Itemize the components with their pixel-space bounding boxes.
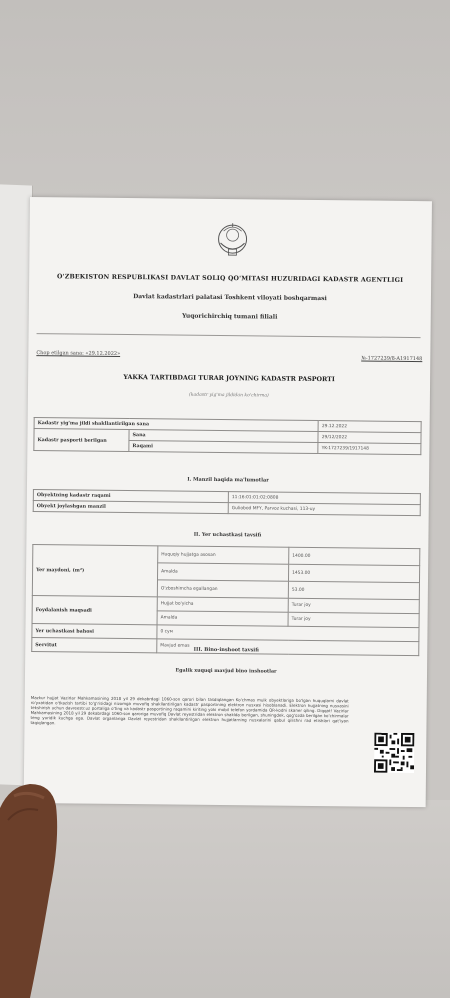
cell-label: Amalda bbox=[157, 611, 288, 626]
cell-label: Amalda bbox=[157, 563, 288, 581]
cell-value: 29/12/2022 bbox=[318, 432, 421, 444]
cell-label: Kadastr pasporti berilgan bbox=[34, 429, 129, 452]
cell-label: Foydalanish maqsadi bbox=[32, 596, 157, 625]
cadastre-passport-page bbox=[24, 197, 432, 807]
cell-label: Yer maydoni, (m²) bbox=[32, 545, 158, 597]
address-table bbox=[33, 489, 421, 516]
section-title-land: II. Yer uchastkasi tavsifi bbox=[193, 531, 262, 539]
cell-label: Raqami bbox=[129, 441, 318, 454]
cell-value: 11:16:01:01:02:0808 bbox=[228, 492, 420, 505]
section-title-building: III. Bino-inshoot tavsifi bbox=[193, 646, 259, 654]
cell-value: Turar joy bbox=[288, 598, 419, 613]
branch-heading: Yuqorichirchiq tumani filiali bbox=[182, 312, 278, 321]
agency-heading: O'ZBEKISTON RESPUBLIKASI DAVLAT SOLIQ QO'MITASI HUZURIDAGI KADASTR AGENTLIGI bbox=[57, 273, 404, 284]
cell-label: Servitut bbox=[32, 638, 157, 653]
footer-legal-text: Mazkur hujjat Vazirlar Mahkamasining 2018 yil 29 dekabrdagi 1060-son qarori bilan tasdiqlangan Ko'chmas mulk obyektlariga bo'lgan huquqlarni davlat ro'yxatidan o'tkazish tartibi to'g'risidagi nizomga muvofiq shakllantirilgan kadastr pasportining elektron nusxasi hisoblanadi. Elektron hujjatning nusxasini tekshirish uchun davreestr.uz portaliga o'ting va kadastr pasportining raqamini kiriting yoki mobil telefon yordamida QR-kodni skaner qiling. Diqqat! Vazirlar Mahkamasining 2018 yil 29 dekabrdagi 1060-son qaroriga muvofiq Davlat reyestridan elektron shaklda berilgan, shuningdek, qog'ozda berilgan ko'chirmalar teng yuridik kuchga ega. Davlat organlariga Davlat reyestridan shakllantirilgan elektron hujjatlarning nusxalarini qabul qilishni rad etishlari qat'iyan taqiqlangan. bbox=[30, 695, 349, 726]
cell-label: Kadastr yig'ma jildi shakllantirilgan sana bbox=[34, 418, 318, 432]
document-subtitle: (kadastr yig'ma jildidan ko'chirma) bbox=[189, 392, 269, 399]
table-row bbox=[33, 545, 420, 566]
cell-value: Turar joy bbox=[288, 612, 419, 627]
print-date: Chop etilgan sana: «29.12.2022» bbox=[36, 350, 121, 357]
cell-value: YK-1727239/1917148 bbox=[318, 443, 421, 455]
general-info-table bbox=[33, 417, 421, 455]
cell-label: O'zboshimcha egallangan bbox=[157, 580, 288, 598]
cell-value: 1453.00 bbox=[288, 564, 419, 582]
thumb-holding-page bbox=[0, 780, 70, 998]
cell-label: Obyektning kadastr raqami bbox=[33, 490, 228, 503]
cell-value: 53.00 bbox=[288, 581, 419, 599]
qr-code-icon[interactable] bbox=[374, 733, 414, 773]
header-divider bbox=[37, 333, 421, 338]
cell-label: Sana bbox=[129, 430, 318, 443]
cell-label: Obyekt joylashgan manzil bbox=[33, 501, 228, 514]
document-number: №-1727239/8-A1917148 bbox=[361, 355, 423, 363]
land-table bbox=[31, 544, 420, 656]
chamber-heading: Davlat kadastrlari palatasi Toshkent viloyati boshqarmasi bbox=[133, 293, 327, 303]
cell-value: 1400.00 bbox=[289, 547, 420, 565]
section-title-address: I. Manzil haqida ma'lumotlar bbox=[187, 476, 269, 484]
cell-value: Mavjud emas bbox=[157, 639, 419, 656]
building-note: Egalik xuquqi mavjud bino inshootlar bbox=[175, 667, 277, 675]
cell-value: 29.12.2022 bbox=[318, 421, 421, 433]
cell-value: 0 сум bbox=[157, 625, 419, 642]
document-title: YAKKA TARTIBDAGI TURAR JOYNING KADASTR PASPORTI bbox=[123, 373, 335, 384]
cell-label: Huquqiy hujjatga asosan bbox=[158, 546, 289, 564]
cell-label: Hujjat bo'yicha bbox=[157, 597, 288, 612]
state-emblem-icon bbox=[215, 221, 249, 261]
cell-label: Yer uchastkasi bahosi bbox=[32, 624, 157, 639]
cell-value: Guliobod MFY, Parvoz kuchasi, 113-uy bbox=[228, 503, 420, 516]
